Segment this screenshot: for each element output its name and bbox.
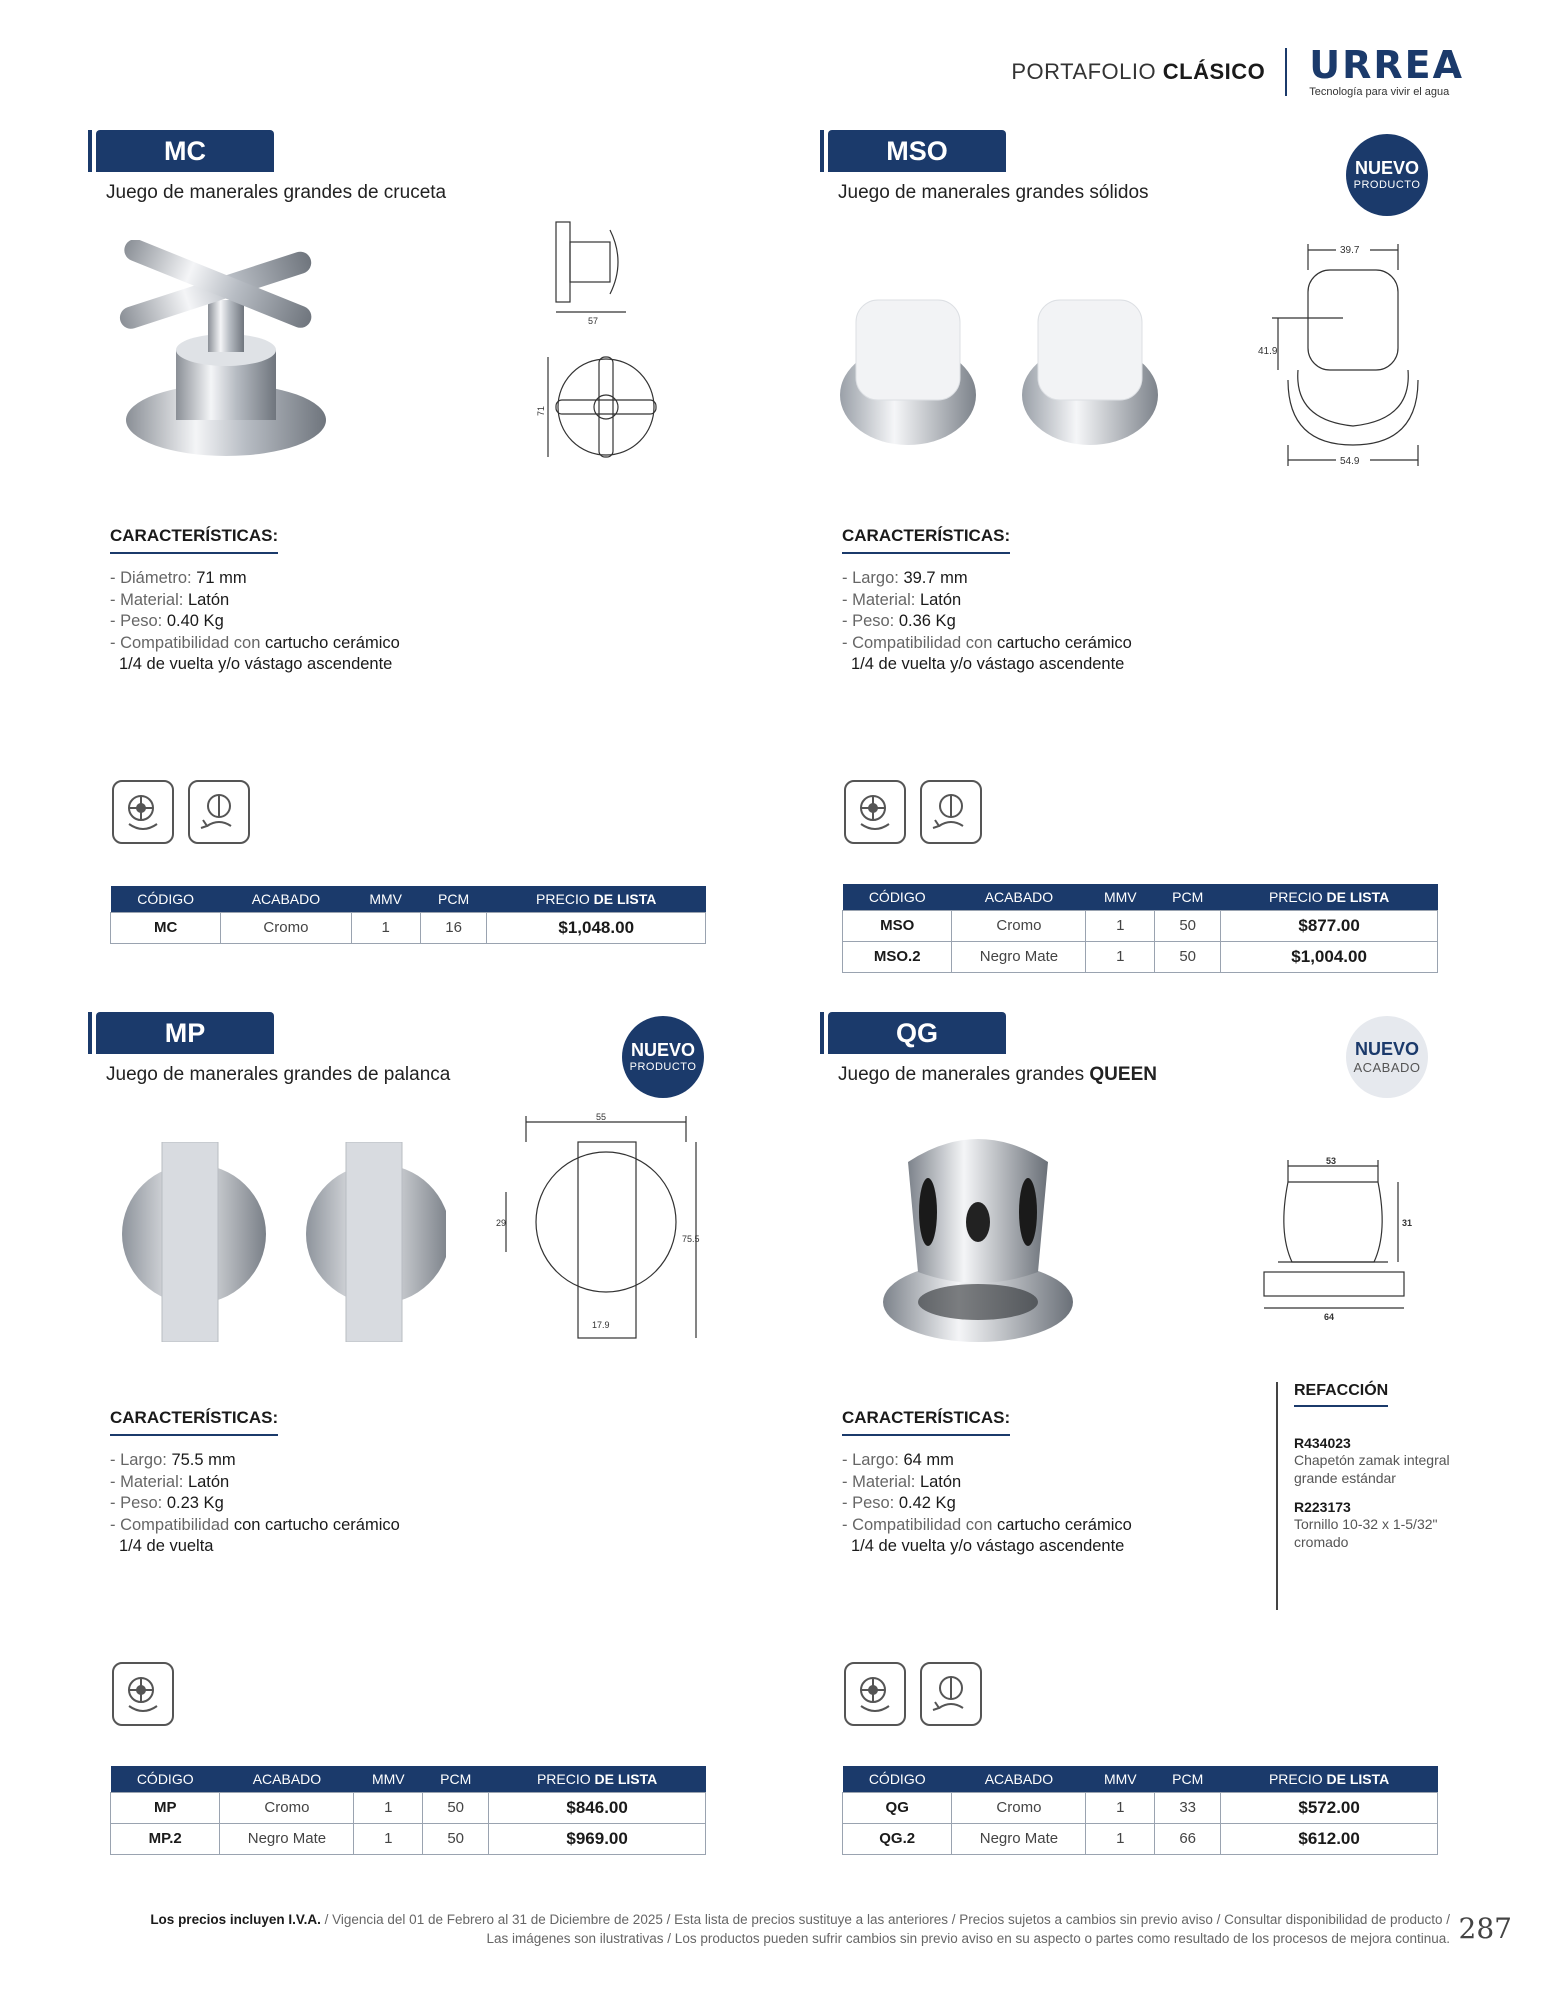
page-header bbox=[1011, 44, 1464, 100]
dim-height: 31 bbox=[1402, 1218, 1413, 1228]
table-row: QG.2 Negro Mate 1 66 $612.00 bbox=[843, 1823, 1438, 1854]
price-table bbox=[110, 886, 706, 944]
cartridge-icons bbox=[112, 1662, 174, 1726]
char-item-continued: 1/4 de vuelta bbox=[119, 1537, 214, 1555]
rising-stem-icon bbox=[920, 780, 982, 844]
table-row: MSO.2 Negro Mate 1 50 $1,004.00 bbox=[843, 941, 1438, 972]
product-mp bbox=[96, 1012, 736, 1892]
brand-logo bbox=[1309, 43, 1464, 98]
new-product-badge: NUEVO PRODUCTO bbox=[622, 1016, 704, 1098]
price-table bbox=[110, 1766, 706, 1855]
ceramic-cartridge-icon bbox=[112, 1662, 174, 1726]
product-mc bbox=[96, 130, 736, 1010]
dim-length: 39.7 bbox=[1340, 245, 1360, 256]
product-mso bbox=[828, 130, 1468, 1010]
dim-top: 53 bbox=[1326, 1156, 1337, 1166]
price-table bbox=[842, 1766, 1438, 1855]
product-subtitle: Juego de manerales grandes de cruceta bbox=[106, 182, 447, 203]
char-item: - Material: Latón bbox=[842, 1472, 962, 1491]
char-item: - Material: Latón bbox=[110, 590, 230, 609]
dim-height: 41.9 bbox=[1258, 346, 1278, 357]
product-code-tab: MC bbox=[96, 130, 274, 172]
product-subtitle: Juego de manerales grandes sólidos bbox=[838, 182, 1149, 203]
mso-technical-drawing bbox=[1258, 230, 1458, 470]
cartridge-icons bbox=[112, 780, 250, 844]
char-item: - Compatibilidad con cartucho cerámico bbox=[110, 633, 400, 652]
char-item-continued: 1/4 de vuelta y/o vástago ascendente bbox=[851, 655, 1125, 673]
char-item: - Material: Latón bbox=[110, 1472, 230, 1491]
characteristics-title: CARACTERÍSTICAS: bbox=[842, 1408, 1010, 1436]
col-header-code: CÓDIGO bbox=[843, 884, 952, 910]
product-code-tab: QG bbox=[828, 1012, 1006, 1054]
char-item: - Largo: 39.7 mm bbox=[842, 569, 968, 587]
char-item: - Material: Latón bbox=[842, 590, 962, 609]
col-header-code: CÓDIGO bbox=[111, 886, 221, 912]
char-item: - Peso: 0.36 Kg bbox=[842, 612, 956, 630]
col-header-price: PRECIO DE LISTA bbox=[1221, 884, 1438, 910]
dim-base: 54.9 bbox=[1340, 456, 1360, 467]
char-item: - Compatibilidad con cartucho cerámico bbox=[842, 633, 1132, 652]
cartridge-icons bbox=[844, 1662, 982, 1726]
cartridge-icons bbox=[844, 780, 982, 844]
col-header-price: PRECIO DE LISTA bbox=[487, 886, 706, 912]
dim-length: 75.5 bbox=[682, 1234, 700, 1244]
product-code-tab: MSO bbox=[828, 130, 1006, 172]
col-header-pcm: PCM bbox=[1155, 884, 1221, 910]
spare-part-code: R434023 bbox=[1294, 1435, 1351, 1451]
characteristics-title: CARACTERÍSTICAS: bbox=[842, 526, 1010, 554]
ceramic-cartridge-icon bbox=[112, 780, 174, 844]
col-header-mmv: MMV bbox=[354, 1766, 423, 1792]
col-header-code: CÓDIGO bbox=[843, 1766, 952, 1792]
col-header-mmv: MMV bbox=[1086, 1766, 1155, 1792]
char-item: - Compatibilidad con cartucho cerámico bbox=[842, 1515, 1132, 1534]
mc-product-photo bbox=[116, 240, 336, 470]
new-finish-badge: NUEVO ACABADO bbox=[1346, 1016, 1428, 1098]
legal-footer: Los precios incluyen I.V.A. / Vigencia del 01 de Febrero al 31 de Diciembre de 2025 / Esta lista de precios sustituye a las anteriores / Precios sujetos a cambios sin previo aviso / Consultar disponibilidad de producto / Las imágenes son ilustrativas / Los productos pueden sufrir cambios sin previo aviso en su aspecto o partes como resultado de los procesos de mejora continua. bbox=[150, 1912, 1450, 1946]
qg-product-photo bbox=[878, 1122, 1078, 1352]
mc-technical-drawing bbox=[536, 212, 676, 472]
dim-width: 57 bbox=[588, 316, 599, 326]
char-item: - Peso: 0.42 Kg bbox=[842, 1494, 956, 1512]
spare-parts-title: REFACCIÓN bbox=[1294, 1382, 1388, 1407]
rising-stem-icon bbox=[188, 780, 250, 844]
spare-part-desc: Chapetón zamak integral grande estándar bbox=[1294, 1452, 1450, 1486]
header-divider bbox=[1285, 48, 1287, 96]
characteristics-title: CARACTERÍSTICAS: bbox=[110, 1408, 278, 1436]
dim-offset: 29 bbox=[496, 1218, 507, 1228]
spare-part-desc: Tornillo 10-32 x 1-5/32" cromado bbox=[1294, 1516, 1438, 1550]
col-header-price: PRECIO DE LISTA bbox=[1221, 1766, 1438, 1792]
page-number: 287 bbox=[1458, 1912, 1512, 1945]
spare-part-code: R223173 bbox=[1294, 1499, 1351, 1515]
table-row: QG Cromo 1 33 $572.00 bbox=[843, 1792, 1438, 1823]
mso-product-photo bbox=[828, 290, 1168, 460]
col-header-pcm: PCM bbox=[1155, 1766, 1221, 1792]
col-header-finish: ACABADO bbox=[221, 886, 351, 912]
ceramic-cartridge-icon bbox=[844, 780, 906, 844]
dim-lever: 17.9 bbox=[592, 1320, 610, 1330]
product-subtitle: Juego de manerales grandes QUEEN bbox=[838, 1064, 1157, 1085]
char-item-continued: 1/4 de vuelta y/o vástago ascendente bbox=[851, 1537, 1125, 1555]
char-item: - Peso: 0.23 Kg bbox=[110, 1494, 224, 1512]
brand-name: URREA bbox=[1309, 43, 1464, 87]
char-item: - Largo: 64 mm bbox=[842, 1451, 954, 1469]
spare-parts-panel bbox=[1276, 1382, 1476, 1610]
char-item-continued: 1/4 de vuelta y/o vástago ascendente bbox=[119, 655, 393, 673]
table-row: MSO Cromo 1 50 $877.00 bbox=[843, 910, 1438, 941]
product-subtitle: Juego de manerales grandes de palanca bbox=[106, 1064, 451, 1085]
col-header-price: PRECIO DE LISTA bbox=[489, 1766, 706, 1792]
qg-technical-drawing bbox=[1258, 1152, 1428, 1332]
product-code-tab: MP bbox=[96, 1012, 274, 1054]
characteristics-list bbox=[842, 568, 1132, 676]
col-header-mmv: MMV bbox=[1086, 884, 1155, 910]
characteristics-list bbox=[110, 1450, 400, 1558]
characteristics-title: CARACTERÍSTICAS: bbox=[110, 526, 278, 554]
table-row: MP.2 Negro Mate 1 50 $969.00 bbox=[111, 1823, 706, 1854]
char-item: - Largo: 75.5 mm bbox=[110, 1451, 236, 1469]
new-product-badge: NUEVO PRODUCTO bbox=[1346, 134, 1428, 216]
price-table bbox=[842, 884, 1438, 973]
portfolio-title: PORTAFOLIO CLÁSICO bbox=[1011, 59, 1266, 84]
dim-base: 64 bbox=[1324, 1312, 1335, 1322]
dim-diameter: 71 bbox=[536, 405, 546, 416]
mp-product-photo bbox=[106, 1142, 446, 1342]
col-header-code: CÓDIGO bbox=[111, 1766, 220, 1792]
table-row: MC Cromo 1 16 $1,048.00 bbox=[111, 912, 706, 943]
mp-technical-drawing bbox=[496, 1112, 716, 1352]
col-header-pcm: PCM bbox=[423, 1766, 489, 1792]
dim-width: 55 bbox=[596, 1112, 607, 1122]
rising-stem-icon bbox=[920, 1662, 982, 1726]
col-header-finish: ACABADO bbox=[952, 884, 1086, 910]
characteristics-list bbox=[110, 568, 400, 676]
table-row: MP Cromo 1 50 $846.00 bbox=[111, 1792, 706, 1823]
characteristics-list bbox=[842, 1450, 1132, 1558]
col-header-finish: ACABADO bbox=[220, 1766, 354, 1792]
col-header-finish: ACABADO bbox=[952, 1766, 1086, 1792]
col-header-mmv: MMV bbox=[351, 886, 420, 912]
brand-tagline: Tecnología para vivir el agua bbox=[1309, 86, 1450, 98]
char-item: - Diámetro: 71 mm bbox=[110, 569, 247, 587]
char-item: - Peso: 0.40 Kg bbox=[110, 612, 224, 630]
ceramic-cartridge-icon bbox=[844, 1662, 906, 1726]
col-header-pcm: PCM bbox=[420, 886, 487, 912]
char-item: - Compatibilidad con cartucho cerámico bbox=[110, 1515, 400, 1534]
